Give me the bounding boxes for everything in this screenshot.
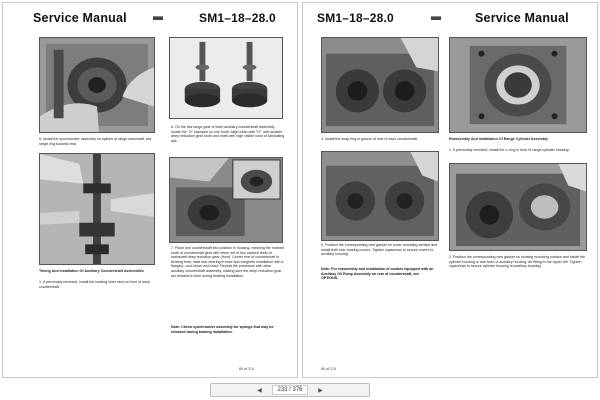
right-step-4: 4. Install the snap ring in groove at rear of each countershaft.	[321, 137, 418, 141]
left-header-title: Service Manual	[33, 11, 127, 25]
prev-page-icon[interactable]: ◀	[257, 387, 262, 394]
right-page	[302, 2, 598, 378]
left-page	[2, 2, 298, 378]
right-header-title: Service Manual	[475, 11, 569, 25]
right-header-code: SM1–18–28.0	[317, 11, 394, 25]
page-navigator	[210, 383, 370, 397]
viewer-toolbar	[0, 382, 600, 400]
photo-countershaft-housing	[169, 157, 283, 243]
left-header-divider	[153, 16, 163, 20]
photo-bearing-covers	[321, 151, 439, 241]
left-section-step-1: 1. If previously removed, install the heating inner race on front of each countershaft.	[39, 280, 151, 289]
right-step-2: 2. Position the corresponding new gasket on housing mounting surface and install the cylinder housing in rear bore of auxiliary housing, air fitting to the upper left. Tighten capscrews to secure cylinder housing to auxiliary housing.	[449, 255, 586, 269]
photo-snap-ring	[321, 37, 439, 133]
next-page-icon[interactable]: ▶	[318, 387, 323, 394]
right-page-footer: 60 of 174	[321, 367, 336, 371]
right-header-divider	[431, 16, 441, 20]
right-step-5: 5. Position the corresponding new gasket on cover-mounting surface and install both rear bearing covers. Tighten capscrews to secure covers to auxiliary housing.	[321, 243, 438, 257]
photo-cylinder-housing	[449, 37, 587, 133]
left-page-footer: 60 of 174	[239, 367, 254, 371]
left-step-6: 6. On the low range gear of each auxiliary countershaft assembly locate the "O" stamped on one tooth. Align tooth with "O", with smaller deep reduction gear tooth and mark with high visible color of lubricating dye.	[171, 125, 285, 143]
right-section-heading: Reassembly And Installation Of Range Cylinder Assembly	[449, 137, 548, 141]
photo-countershafts	[169, 37, 283, 119]
photo-cylinder-installed	[449, 163, 587, 251]
right-section-step-1: 1. If previously removed, install the o–ring in bore of range cylinder housing.	[449, 148, 570, 152]
photo-synchronizer-install	[39, 37, 155, 133]
photo-mainshaft	[39, 153, 155, 265]
right-note: Note: For reassembly and installation of models equipped with an Auxiliary Oil Pump Assembly on rear of countershaft, see OPTIONS.	[321, 267, 434, 281]
page-counter[interactable]: 233 / 376	[272, 385, 307, 395]
left-header-code: SM1–18–28.0	[199, 11, 276, 25]
left-step-5: 5. Install the synchronizer assembly on splines of range mainshaft, low range ring towards rear.	[39, 137, 152, 146]
left-section-heading: Timing And Installation Of Auxiliary Countershaft Assemblies	[39, 269, 144, 273]
left-step-7: 7. Place one countershaft into position in housing, meshing the marked tooth of countershaft gear with either set of two marked teeth of mainshaft deep reduction gear (front). Center rear of countershaft in bearing bore, start rear bearing in bore and complete installation with a flanged—end driver and maul. Repeat the procedure with other auxiliary countershaft assembly, making sure the deep reduction gear set remains in time during bearing installation.	[171, 246, 284, 278]
left-note: Note: Check synchronizer assembly for springs that may be released during bearing installation.	[171, 325, 274, 334]
